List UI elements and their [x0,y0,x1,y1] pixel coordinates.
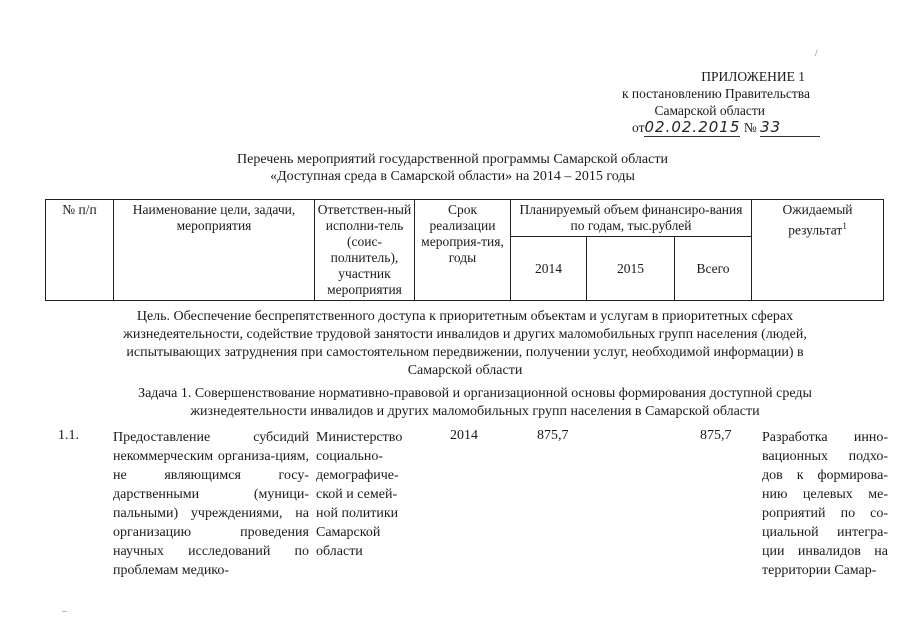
header-term: Срок реализации мероприя-тия, годы [415,200,511,301]
header-num: № п/п [46,200,114,301]
header-funding: Планируемый объем финансиро-вания по годам, тыс.рублей [511,200,752,237]
table-header [45,199,884,301]
appendix-title: ПРИЛОЖЕНИЕ 1 [701,69,805,84]
title-line-1: Перечень мероприятий государственной программы Самарской области [237,152,668,167]
header-name: Наименование цели, задачи, мероприятия [114,200,315,301]
appendix-block [550,68,810,137]
handwritten-date: 02.02.2015 [644,118,741,136]
appendix-line-2: к постановлению Правительства [621,86,810,101]
handwritten-number: 33 [760,119,820,137]
row-responsible: Министерство социально-демографиче-ской и семей-ной политики Самарской области [316,430,403,559]
row-name: Предоставление субсидий некоммерческим организа-циям, не являющимся госу-дарственными (муници-пальными) учреждениями, на организацию проведения научных исследований по проблемам медико- [113,430,309,578]
header-total: Всего [675,237,752,301]
row-term: 2014 [450,428,478,443]
scan-mark: / [815,48,818,58]
number-prefix: № [743,120,757,135]
header-year-2014: 2014 [511,237,587,301]
header-result-label: Ожидаемый результат [782,202,853,238]
header-year-2015: 2015 [587,237,675,301]
header-result [752,200,884,301]
header-responsible: Ответствен-ный исполни-тель (соис-полнитель), участник мероприятия [315,200,415,301]
task-text: Задача 1. Совершенствование нормативно-правовой и организационной основы формирования доступной среды жизнедеятельности инвалидов и других маломобильных групп населения в Самарской области [138,386,812,419]
row-number: 1.1. [58,428,79,443]
appendix-line-3: Самарской области [654,103,765,118]
date-prefix: от [632,120,645,135]
goal-text: Цель. Обеспечение беспрепятственного доступа к приоритетным объектам и услугам в приоритетных сферах жизнедеятельности, содействие трудовой занятости инвалидов и других маломобильных групп населения (людей, испытывающих затруднения при самостоятельном передвижении, получении услуг, необходимой информации) в Самарской области [123,309,807,378]
row-total: 875,7 [700,428,732,443]
title-line-2: «Доступная среда в Самарской области» на 2014 – 2015 годы [270,169,635,184]
row-result: Разработка инно-вационных подхо-дов к формирова-нию целевых ме-роприятий по со-циальной интегра-ции инвалидов на территории Самар- [762,430,888,578]
document-title [0,151,905,185]
scan-mark: – [62,606,67,616]
appendix-date-line [632,119,810,137]
row-value-2014: 875,7 [537,428,569,443]
footnote-mark: 1 [842,221,847,231]
